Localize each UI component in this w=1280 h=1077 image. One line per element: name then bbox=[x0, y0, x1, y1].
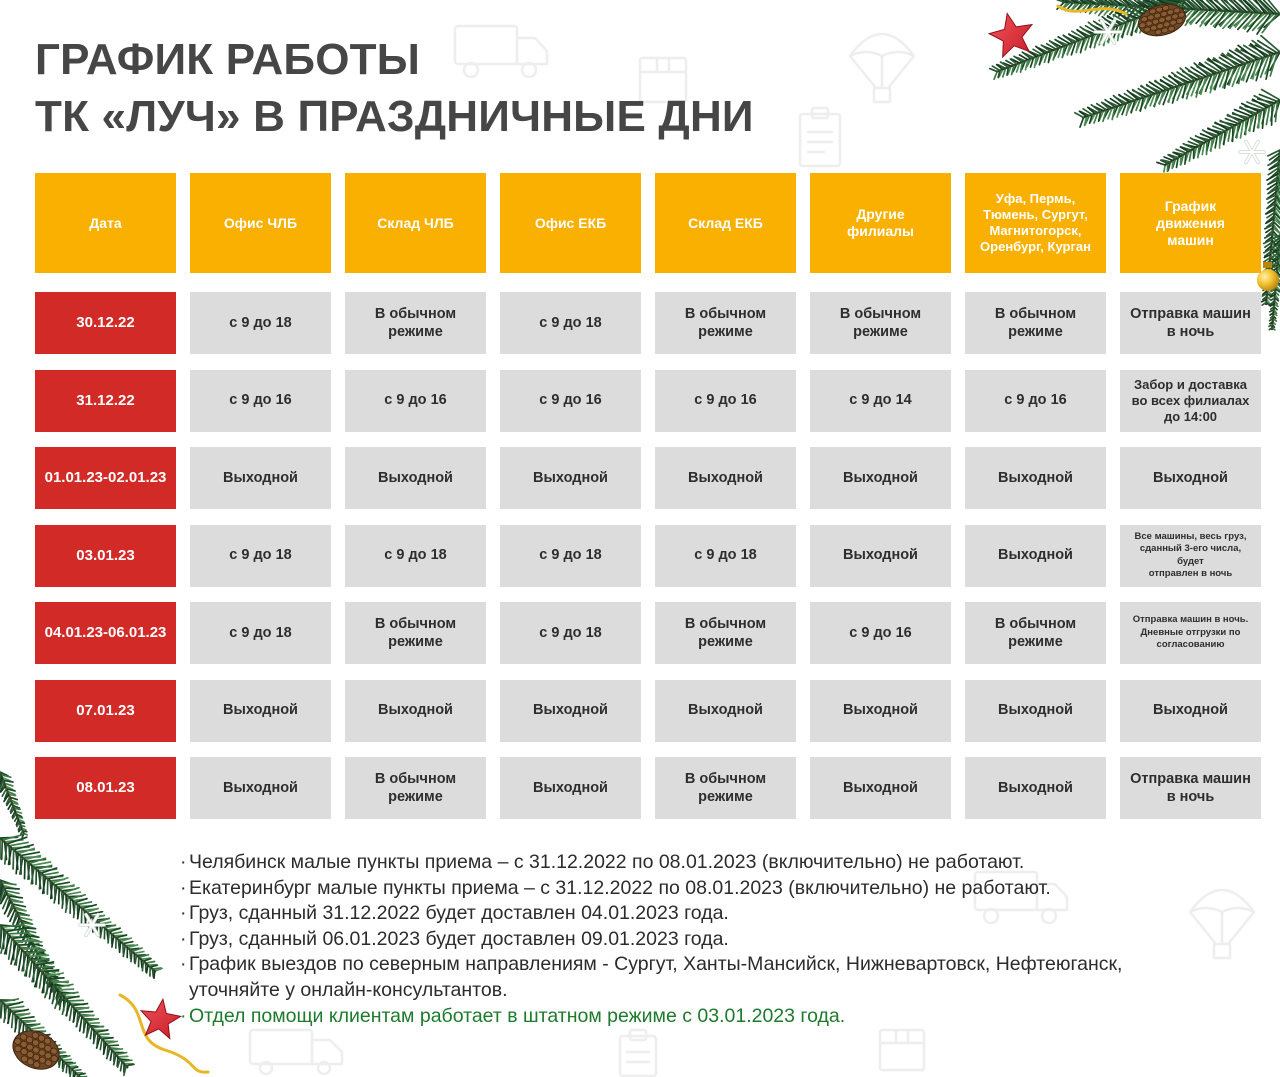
schedule-cell-warehouse-chlb: с 9 до 16 bbox=[345, 370, 486, 432]
pine-needle bbox=[2, 840, 3, 859]
pine-needle bbox=[1263, 109, 1265, 128]
header-date: Дата bbox=[35, 173, 176, 273]
schedule-cell-office-chlb: с 9 до 18 bbox=[190, 292, 331, 354]
pine-needle bbox=[78, 1074, 85, 1075]
pine-needle bbox=[108, 1045, 118, 1046]
header-other-branches: Другие филиалы bbox=[810, 173, 951, 273]
header-office-chlb: Офис ЧЛБ bbox=[190, 173, 331, 273]
ornament-cap bbox=[1263, 262, 1272, 268]
pine-needle bbox=[90, 1028, 92, 1039]
pine-needle bbox=[40, 972, 43, 988]
schedule-cell-regional-branches: Выходной bbox=[965, 680, 1106, 742]
pine-needle bbox=[1185, 153, 1186, 164]
pine-needle bbox=[88, 1023, 99, 1024]
pine-needle bbox=[1, 1002, 2, 1018]
schedule-cell-regional-branches: Выходной bbox=[965, 757, 1106, 819]
schedule-cell-vehicle-schedule: Все машины, весь груз, сданный 3-его числа, будет отправлен в ночь bbox=[1120, 525, 1261, 587]
schedule-cell-warehouse-ekb: В обычном режиме bbox=[655, 757, 796, 819]
pine-needle bbox=[48, 978, 64, 979]
pine-needle bbox=[14, 808, 20, 809]
schedule-cell-warehouse-chlb: Выходной bbox=[345, 680, 486, 742]
schedule-cell-regional-branches: В обычном режиме bbox=[965, 602, 1106, 664]
header-regional-branches: Уфа, Пермь, Тюмень, Сургут, Магнитогорск, Оренбург, Курган bbox=[965, 173, 1106, 273]
date-cell: 03.01.23 bbox=[35, 525, 176, 587]
schedule-cell-office-chlb: Выходной bbox=[190, 757, 331, 819]
schedule-cell-vehicle-schedule: Выходной bbox=[1120, 680, 1261, 742]
pine-needle bbox=[11, 901, 23, 902]
pine-needle bbox=[18, 944, 39, 945]
schedule-cell-office-ekb: с 9 до 18 bbox=[500, 292, 641, 354]
schedule-cell-vehicle-schedule: Забор и доставка во всех филиалах до 14:00 bbox=[1120, 370, 1261, 432]
pine-needle bbox=[70, 1006, 72, 1021]
note-item: · Груз, сданный 06.01.2023 будет доставлен 09.01.2023 года. bbox=[180, 927, 1260, 953]
pine-needle bbox=[15, 817, 17, 821]
pine-needle bbox=[121, 1061, 123, 1070]
pine-needle bbox=[1237, 124, 1238, 138]
pine-needle bbox=[1211, 138, 1212, 151]
schedule-cell-warehouse-chlb: В обычном режиме bbox=[345, 757, 486, 819]
schedule-cell-office-chlb: Выходной bbox=[190, 447, 331, 509]
pine-needle bbox=[18, 915, 29, 916]
schedule-cell-warehouse-chlb: с 9 до 18 bbox=[345, 525, 486, 587]
pine-needle bbox=[120, 1059, 129, 1060]
schedule-cell-warehouse-chlb: Выходной bbox=[345, 447, 486, 509]
page-title-line-2: ТК «ЛУЧ» В ПРАЗДНИЧНЫЕ ДНИ bbox=[35, 92, 754, 141]
pine-needle bbox=[123, 942, 133, 944]
date-cell: 31.12.22 bbox=[35, 370, 176, 432]
pine-needle bbox=[55, 882, 70, 885]
pine-needle bbox=[141, 959, 142, 968]
schedule-cell-other-branches: Выходной bbox=[810, 447, 951, 509]
schedule-cell-warehouse-chlb: В обычном режиме bbox=[345, 602, 486, 664]
pine-needle bbox=[98, 1034, 109, 1035]
header-warehouse-chlb: Склад ЧЛБ bbox=[345, 173, 486, 273]
schedule-cell-warehouse-ekb: В обычном режиме bbox=[655, 602, 796, 664]
schedule-cell-office-ekb: с 9 до 16 bbox=[500, 370, 641, 432]
schedule-cell-office-ekb: Выходной bbox=[500, 680, 641, 742]
schedule-cell-other-branches: Выходной bbox=[810, 525, 951, 587]
schedule-cell-other-branches: В обычном режиме bbox=[810, 292, 951, 354]
pine-needle bbox=[1250, 116, 1252, 131]
note-item: · График выездов по северным направлениям - Сургут, Ханты-Мансийск, Нижневартовск, Нефтеюганск, уточняйте у онлайн-консультантов. bbox=[180, 952, 1260, 1003]
pine-needle bbox=[63, 1059, 71, 1060]
schedule-cell-warehouse-ekb: с 9 до 18 bbox=[655, 525, 796, 587]
note-item: · Отдел помощи клиентам работает в штатном режиме с 03.01.2023 года. bbox=[180, 1004, 1260, 1030]
snowflake-icon bbox=[1240, 142, 1264, 163]
note-item: · Груз, сданный 31.12.2022 будет доставлен 04.01.2023 года. bbox=[180, 901, 1260, 927]
schedule-table-body bbox=[35, 292, 1261, 819]
pine-needle bbox=[1276, 102, 1278, 122]
pine-needle bbox=[68, 1000, 83, 1001]
pine-needle bbox=[153, 969, 154, 977]
pine-needle bbox=[59, 889, 60, 904]
pine-needle bbox=[1198, 146, 1199, 158]
schedule-cell-office-chlb: Выходной bbox=[190, 680, 331, 742]
note-item: · Челябинск малые пункты приема – с 31.12.2022 по 08.01.2023 (включительно) не работают. bbox=[180, 850, 1260, 876]
pine-needle bbox=[994, 72, 997, 80]
pine-needle bbox=[77, 902, 91, 905]
pine-branch bbox=[0, 772, 27, 838]
pine-needle bbox=[135, 955, 136, 963]
pine-needle bbox=[89, 912, 103, 915]
date-cell: 30.12.22 bbox=[35, 292, 176, 354]
pine-needle bbox=[74, 1070, 81, 1071]
date-cell: 01.01.23-02.01.23 bbox=[35, 447, 176, 509]
header-warehouse-ekb: Склад ЕКБ bbox=[655, 173, 796, 273]
pine-branch bbox=[1157, 90, 1280, 172]
pine-branches-top-right bbox=[990, 0, 1280, 330]
schedule-cell-office-ekb: с 9 до 18 bbox=[500, 525, 641, 587]
schedule-cell-warehouse-ekb: Выходной bbox=[655, 680, 796, 742]
pine-needle bbox=[131, 951, 132, 961]
schedule-cell-vehicle-schedule: Отправка машин в ночь. Дневные отгрузки по согласованию bbox=[1120, 602, 1261, 664]
note-item: · Екатеринбург малые пункты приема – с 31.12.2022 по 08.01.2023 (включительно) не работают. bbox=[180, 876, 1260, 902]
pine-needle bbox=[122, 1060, 132, 1061]
pine-needle bbox=[146, 962, 155, 964]
pine-needle bbox=[120, 942, 121, 953]
pine-needle bbox=[110, 1050, 112, 1060]
schedule-cell-office-chlb: с 9 до 16 bbox=[190, 370, 331, 432]
pine-needle bbox=[21, 831, 23, 834]
schedule-cell-vehicle-schedule: Выходной bbox=[1120, 447, 1261, 509]
schedule-cell-vehicle-schedule: Отправка машин в ночь bbox=[1120, 292, 1261, 354]
pine-needle bbox=[8, 933, 29, 934]
schedule-cell-other-branches: с 9 до 14 bbox=[810, 370, 951, 432]
pine-needle bbox=[100, 1039, 102, 1050]
page-title bbox=[35, 31, 754, 145]
pine-needle bbox=[13, 850, 14, 869]
pine-needle bbox=[8, 896, 22, 898]
schedule-cell-office-ekb: Выходной bbox=[500, 447, 641, 509]
date-cell: 04.01.23-06.01.23 bbox=[35, 602, 176, 664]
pine-needle bbox=[38, 967, 54, 968]
pine-needle bbox=[20, 1017, 34, 1019]
pine-needle bbox=[1272, 104, 1273, 125]
schedule-cell-warehouse-ekb: с 9 до 16 bbox=[655, 370, 796, 432]
pine-needle bbox=[78, 1012, 93, 1013]
page-title-line-1: ГРАФИК РАБОТЫ bbox=[35, 35, 421, 84]
pine-needle bbox=[118, 1056, 128, 1057]
schedule-cell-office-ekb: с 9 до 18 bbox=[500, 602, 641, 664]
date-cell: 07.01.23 bbox=[35, 680, 176, 742]
notes-list bbox=[180, 850, 1260, 1029]
pine-needle bbox=[29, 961, 32, 977]
schedule-cell-warehouse-ekb: В обычном режиме bbox=[655, 292, 796, 354]
pine-needle bbox=[66, 1065, 67, 1073]
schedule-cell-regional-branches: В обычном режиме bbox=[965, 292, 1106, 354]
pine-needle bbox=[1080, 118, 1084, 128]
pine-needle bbox=[43, 872, 58, 875]
pine-needle bbox=[12, 1013, 13, 1028]
pine-needle bbox=[147, 965, 148, 973]
schedule-cell-other-branches: с 9 до 16 bbox=[810, 602, 951, 664]
schedule-cell-regional-branches: Выходной bbox=[965, 447, 1106, 509]
schedule-table-header bbox=[35, 173, 1261, 273]
pine-needle bbox=[130, 949, 131, 958]
header-vehicle-schedule: График движения машин bbox=[1120, 173, 1261, 273]
pine-needle bbox=[1164, 165, 1165, 172]
schedule-cell-warehouse-chlb: В обычном режиме bbox=[345, 292, 486, 354]
schedule-cell-other-branches: Выходной bbox=[810, 680, 951, 742]
schedule-cell-warehouse-ekb: Выходной bbox=[655, 447, 796, 509]
pine-needle bbox=[80, 1017, 82, 1031]
pine-needle bbox=[74, 1073, 76, 1077]
pine-needle bbox=[58, 989, 74, 990]
pine-needle bbox=[142, 961, 143, 971]
pine-needle bbox=[22, 834, 24, 838]
pine-needle bbox=[126, 1064, 134, 1066]
schedule-cell-vehicle-schedule: Отправка машин в ночь bbox=[1120, 757, 1261, 819]
pine-needle bbox=[108, 932, 109, 943]
pine-needle bbox=[4, 888, 19, 889]
pine-needle bbox=[134, 952, 144, 954]
schedule-cell-office-chlb: с 9 до 18 bbox=[190, 525, 331, 587]
pine-needle bbox=[9, 1006, 24, 1008]
pine-needle bbox=[1224, 131, 1225, 145]
schedule-cell-other-branches: Выходной bbox=[810, 757, 951, 819]
pine-needle bbox=[1172, 161, 1173, 169]
pine-needle bbox=[25, 860, 26, 879]
pine-needle bbox=[28, 955, 49, 956]
pine-needle bbox=[66, 892, 80, 895]
pine-needle bbox=[112, 932, 122, 934]
pine-needle bbox=[154, 971, 155, 978]
schedule-cell-regional-branches: Выходной bbox=[965, 525, 1106, 587]
pine-needle bbox=[9, 794, 16, 795]
pine-needle bbox=[70, 1069, 71, 1077]
pine-needle bbox=[1, 883, 16, 885]
schedule-cell-office-ekb: Выходной bbox=[500, 757, 641, 819]
pine-needle bbox=[1157, 162, 1165, 165]
schedule-cell-regional-branches: с 9 до 16 bbox=[965, 370, 1106, 432]
schedule-cell-office-chlb: с 9 до 18 bbox=[190, 602, 331, 664]
star-ornament bbox=[986, 9, 1037, 59]
header-office-ekb: Офис ЕКБ bbox=[500, 173, 641, 273]
pine-branch bbox=[1075, 36, 1280, 127]
pine-needle bbox=[30, 1027, 44, 1029]
date-cell: 08.01.23 bbox=[35, 757, 176, 819]
